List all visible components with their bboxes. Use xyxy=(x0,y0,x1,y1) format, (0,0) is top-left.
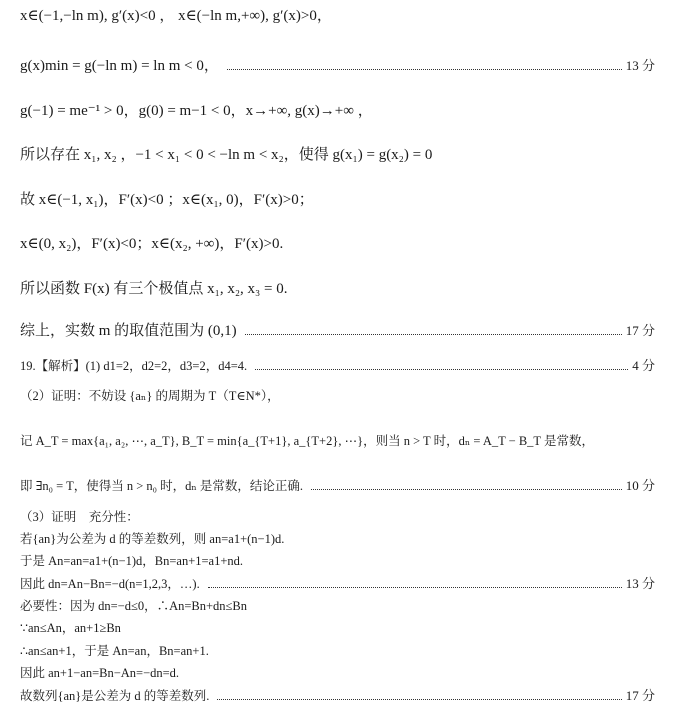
text-line xyxy=(20,431,655,449)
text-line-scored xyxy=(20,54,655,75)
text-line-scored xyxy=(20,685,655,704)
text-line xyxy=(20,4,655,25)
line-text: x∈(0, x₂)，F′(x)<0；x∈(x₂, +∞)，F′(x)>0. xyxy=(20,236,284,252)
score-label: 13 分 xyxy=(625,576,655,591)
line-text: 即 ∃n₀ = T，使得当 n > n₀ 时，dₙ 是常数，结论正确. xyxy=(20,479,304,493)
line-text: ∵an≤An，an+1≥Bn xyxy=(20,621,121,635)
text-line xyxy=(20,663,655,681)
text-line xyxy=(20,386,655,404)
line-text: 于是 An=an=a1+(n−1)d，Bn=an+1=a1+nd. xyxy=(20,554,244,568)
text-line xyxy=(20,188,655,209)
score-label: 4 分 xyxy=(632,358,655,373)
line-text: g(−1) = me⁻¹ > 0，g(0) = m−1 < 0，x→+∞, g(x)→+∞ ， xyxy=(20,103,373,119)
line-text: 因此 an+1−an=Bn−An=−dn=d. xyxy=(20,666,180,680)
text-line xyxy=(20,551,655,569)
line-text: g(x)min = g(−ln m) = ln m < 0， xyxy=(20,58,219,74)
text-line xyxy=(20,232,655,253)
line-text: 19.【解析】(1) d1=2，d2=2，d3=2，d4=4. xyxy=(20,359,248,373)
text-line-scored xyxy=(20,355,655,374)
line-text: （2）证明：不妨设 {aₙ} 的周期为 T（T∈N*）， xyxy=(20,389,280,403)
line-text: 综上，实数 m 的取值范围为 (0,1) xyxy=(20,323,237,339)
text-line xyxy=(20,99,655,120)
line-text: x∈(−1,−ln m), g′(x)<0 ， x∈(−ln m,+∞), g′(x)>0， xyxy=(20,8,332,24)
text-line xyxy=(20,529,655,547)
line-text: 故数列{an}是公差为 d 的等差数列. xyxy=(20,689,210,703)
text-line-scored xyxy=(20,475,655,494)
score-label: 17 分 xyxy=(625,323,655,338)
line-text: 所以函数 F(x) 有三个极值点 x₁, x₂, x₃ = 0. xyxy=(20,281,288,297)
dot-leader xyxy=(311,488,622,490)
line-text: 因此 dn=An−Bn=−d(n=1,2,3，…). xyxy=(20,577,200,591)
line-text: （3）证明 充分性： xyxy=(20,510,139,524)
text-line-scored xyxy=(20,573,655,592)
dot-leader xyxy=(245,333,622,335)
score-label: 17 分 xyxy=(625,688,655,703)
score-label: 10 分 xyxy=(625,478,655,493)
line-text: 若{an}为公差为 d 的等差数列，则 an=a1+(n−1)d. xyxy=(20,532,285,546)
line-text: ∴an≤an+1，于是 An=an，Bn=an+1. xyxy=(20,644,209,658)
text-line xyxy=(20,641,655,659)
dot-leader xyxy=(255,368,628,370)
text-line xyxy=(20,143,655,164)
line-text: 所以存在 x₁, x₂ ，−1 < x₁ < 0 < −ln m < x₂，使得 g(x₁) = g(x₂) = 0 xyxy=(20,147,433,163)
dot-leader xyxy=(208,586,622,588)
score-label: 13 分 xyxy=(625,58,655,73)
line-text: 记 A_T = max{a₁, a₂, ⋯, a_T}, B_T = min{a_{T+1}, a_{T+2}, ⋯}，则当 n > T 时，dₙ = A_T − B_T 是常数， xyxy=(20,434,594,448)
text-line xyxy=(20,507,655,525)
line-text: 必要性：因为 dn=−d≤0，∴An=Bn+dn≤Bn xyxy=(20,599,247,613)
text-line xyxy=(20,277,655,298)
dot-leader xyxy=(217,698,621,700)
text-line-scored xyxy=(20,319,655,340)
dot-leader xyxy=(227,68,622,70)
text-line xyxy=(20,596,655,614)
text-line xyxy=(20,618,655,636)
line-text: 故 x∈(−1, x₁)，F′(x)<0 ；x∈(x₁, 0)，F′(x)>0； xyxy=(20,192,314,208)
